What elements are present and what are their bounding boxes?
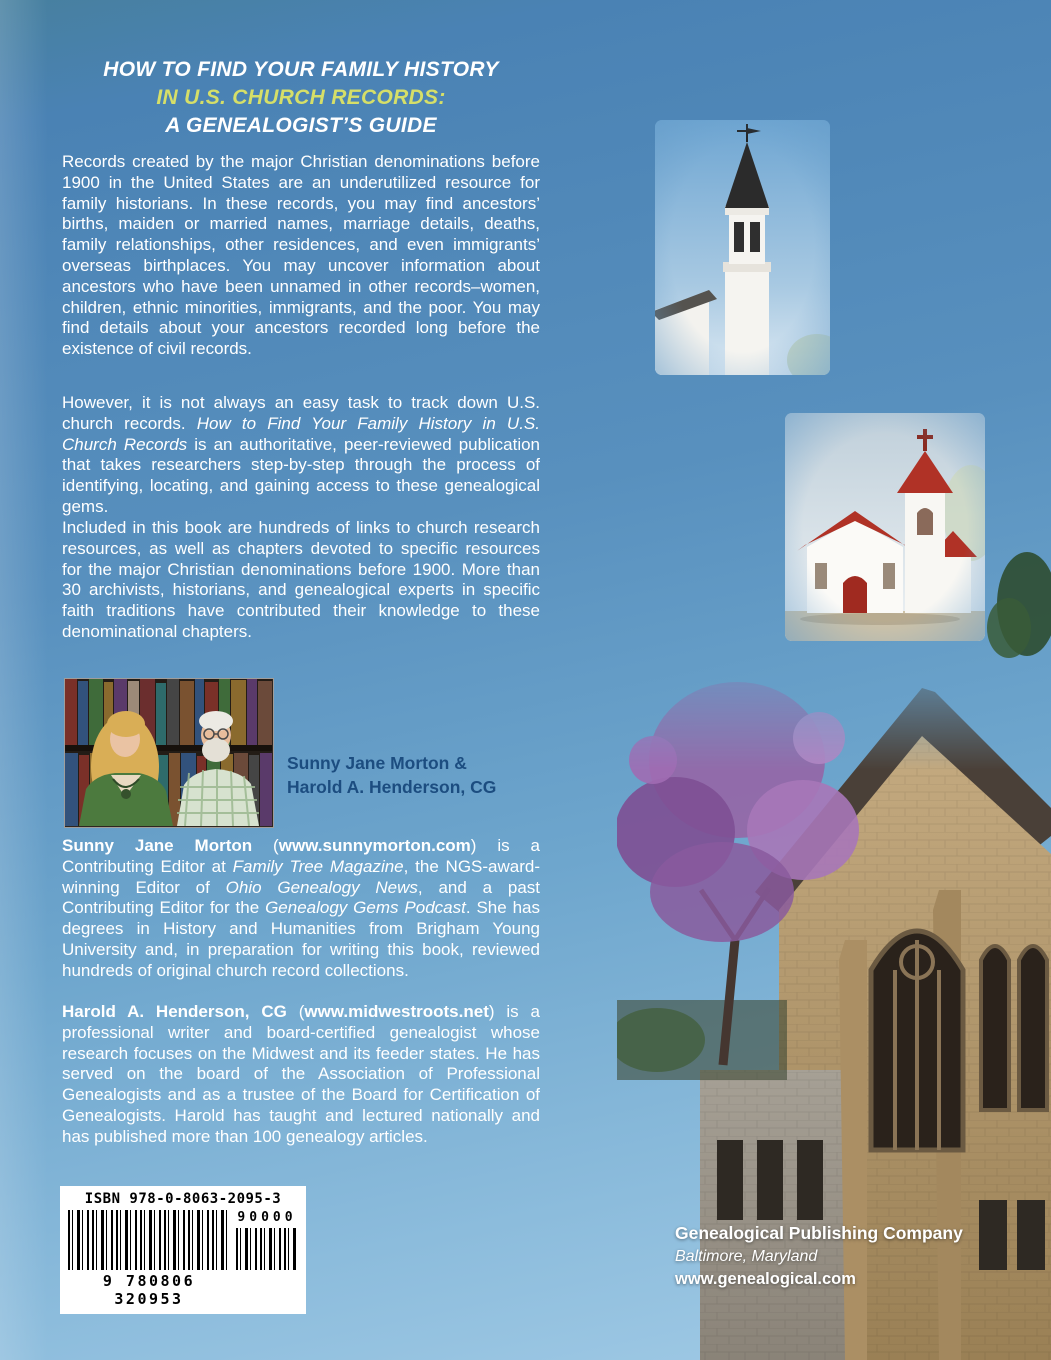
steeple-tower — [725, 270, 769, 375]
title-line-2: IN U.S. CHURCH RECORDS: — [156, 86, 446, 109]
publisher-name: Genealogical Publishing Company — [675, 1223, 963, 1243]
spine-edge-highlight — [0, 0, 48, 1360]
barcode-addon-bars — [236, 1228, 298, 1270]
bio-henderson-name: Harold A. Henderson, CG — [62, 1002, 287, 1021]
barcode-bars — [68, 1210, 230, 1270]
p2-rest: is an authoritative, peer-reviewed publication that takes researchers step-by-step through the process of identifying, locating, and gaining access to these genealogical gems. — [62, 434, 541, 516]
tower-window — [917, 508, 933, 535]
bio-henderson-text: ) is a professional writer and board-certified genealogist whose research focuses on the Midwest and its feeder states. He has served on the board of the Association of Professional Genealogists and as a trustee of the Board for Certification of Genealogists. Harold has taught and lectured nationally and has published more than 100 genealogy articles. — [62, 1002, 540, 1146]
book-title — [62, 56, 540, 140]
title-line-3: A GENEALOGIST’S GUIDE — [165, 114, 437, 137]
red-roof-church-photo — [785, 413, 985, 641]
bio-morton-magazine-2: Ohio Genealogy News — [225, 877, 418, 897]
bio-morton-text-1: ) is a Contributing Editor at — [62, 836, 541, 876]
authors-caption — [287, 751, 496, 799]
authors-photo — [64, 678, 274, 828]
authors-caption-line1: Sunny Jane Morton & — [287, 753, 467, 773]
bio-morton-open-paren: ( — [252, 836, 279, 855]
publisher-info — [675, 1222, 963, 1291]
bookshelf-top-row — [65, 679, 272, 745]
bio-henderson-url: www.midwestroots.net — [304, 1002, 489, 1021]
isbn-barcode — [60, 1186, 306, 1314]
publisher-url: www.genealogical.com — [675, 1270, 856, 1288]
authors-caption-line2: Harold A. Henderson, CG — [287, 777, 497, 797]
authors-photo-illustration — [65, 679, 272, 826]
bio-henderson-open-paren: ( — [286, 1002, 305, 1021]
publisher-location: Baltimore, Maryland — [675, 1248, 818, 1265]
steeple-illustration — [655, 120, 830, 375]
bio-henderson — [62, 1002, 540, 1148]
barcode-addon-number: 90000 — [237, 1210, 297, 1225]
isbn-label: ISBN 978-0-8063-2095-3 — [84, 1191, 282, 1207]
bio-morton-text-3: , and a past Contributing Editor for the — [62, 877, 541, 918]
steeple-photo — [655, 120, 830, 375]
summary-paragraph-3: Included in this book are hundreds of links to church research resources, as well as chapters devoted to specific resources for the major Christian denominations before 1900. More than 30 archivists, historians, and genealogical experts in specific faith traditions have contributed their knowledge to these denominational chapters. — [62, 518, 540, 641]
red-roof-church-illustration — [785, 413, 985, 641]
p2-lead: However, it is not always an easy task to track down U.S. church records. — [62, 393, 540, 433]
summary-paragraph-1: Records created by the major Christian denominations before 1900 in the United States are an underutilized resource for family historians. In these records, you may find ancestors’ births, maiden or married names, marriage details, deaths, family relationships, other residences, and even immigrants’ overseas birthplaces. You may uncover information about ancestors who have been unnamed in other records–women, children, ethnic minorities, immigrants, and the poor. You may find details about your ancestors recorded long before the existence of civil records. — [62, 152, 540, 359]
title-line-1: HOW TO FIND YOUR FAMILY HISTORY — [103, 58, 499, 81]
bio-morton-magazine-1: Family Tree Magazine — [232, 856, 404, 876]
bio-morton-magazine-3: Genealogy Gems Podcast — [265, 898, 466, 918]
bio-morton-url: www.sunnymorton.com — [278, 836, 471, 855]
bio-morton-text-2: , the NGS-award-winning Editor of — [62, 856, 541, 897]
bio-morton-text-4: . She has degrees in History and Humanities from Brigham Young University and, in preparation for writing this book, reviewed hundreds of original church record collections. — [62, 898, 540, 980]
red-door — [843, 576, 867, 613]
shadow — [800, 613, 960, 625]
barcode-digits: 9 780806 320953 — [102, 1272, 196, 1308]
bio-morton — [62, 836, 540, 982]
bio-morton-name: Sunny Jane Morton — [62, 836, 253, 855]
summary-paragraph-2 — [62, 393, 540, 518]
p2-book-title: How to Find Your Family History in U.S. Church Records — [62, 413, 540, 454]
